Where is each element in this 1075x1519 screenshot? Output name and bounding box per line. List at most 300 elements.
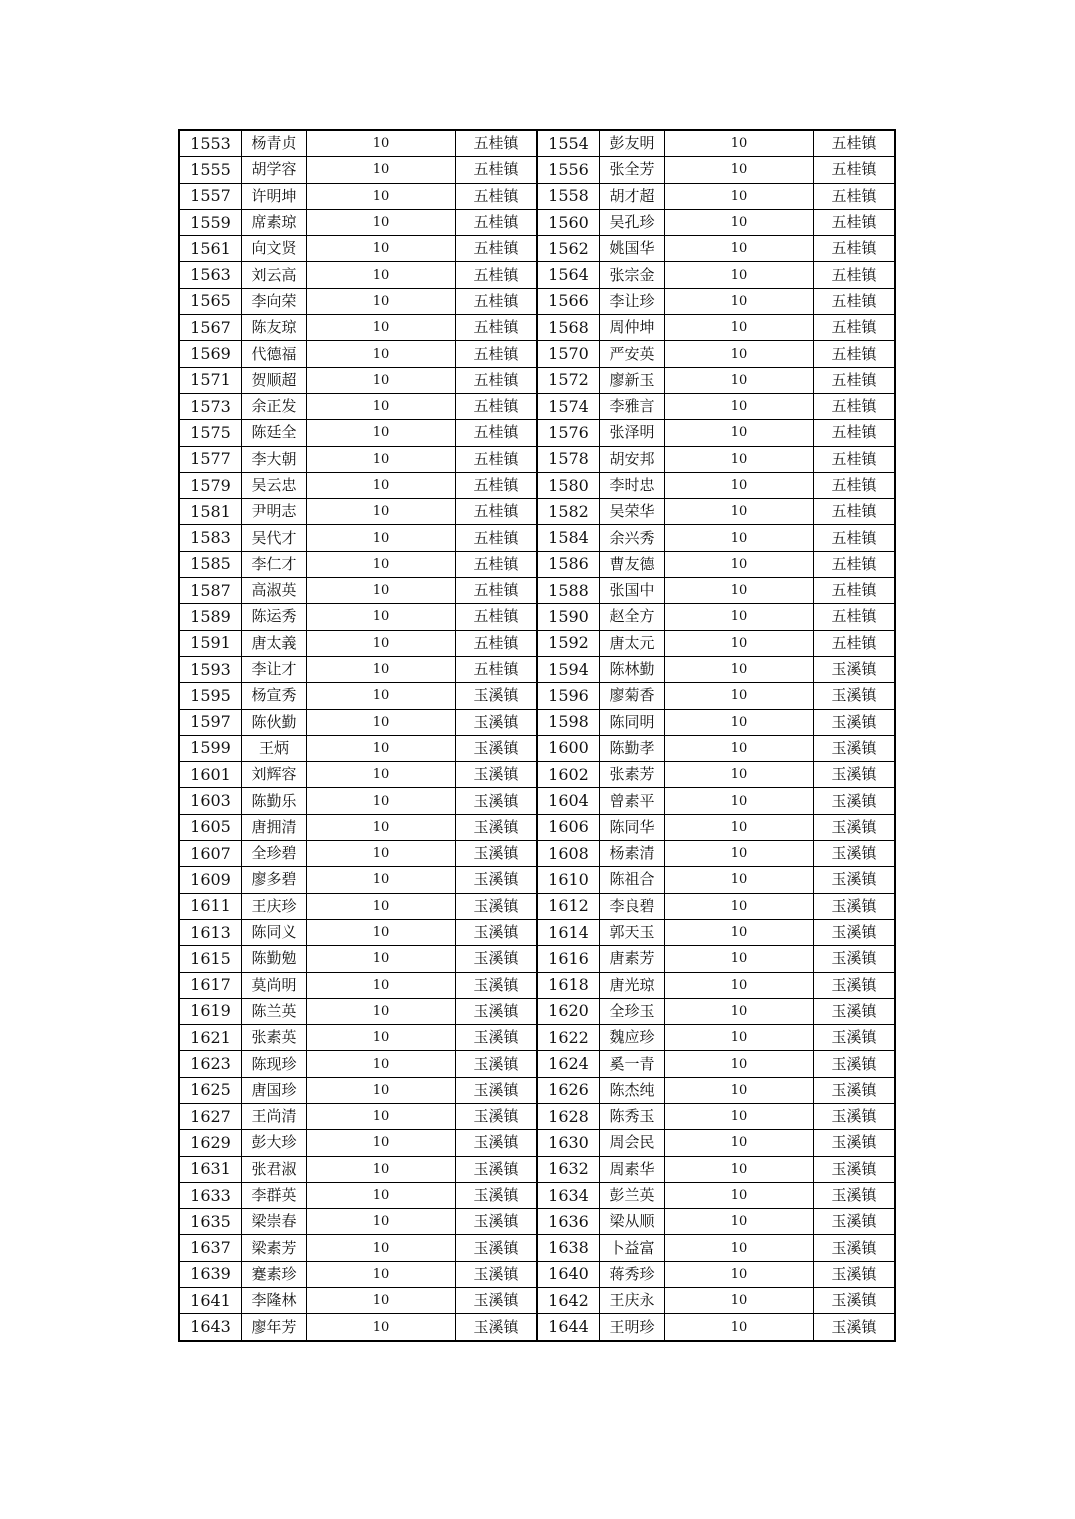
- amount-value: 10: [307, 420, 456, 446]
- person-name: 彭友明: [600, 130, 665, 157]
- amount-value: 10: [665, 1235, 814, 1261]
- entry-number: 1618: [537, 972, 600, 998]
- amount-value: 10: [307, 709, 456, 735]
- person-name: 陈同华: [600, 814, 665, 840]
- town-name: 玉溪镇: [456, 1025, 538, 1051]
- amount-value: 10: [665, 1288, 814, 1314]
- amount-value: 10: [307, 157, 456, 183]
- entry-number: 1576: [537, 420, 600, 446]
- person-name: 陈兰英: [242, 998, 307, 1024]
- town-name: 五桂镇: [456, 236, 538, 262]
- town-name: 五桂镇: [814, 341, 896, 367]
- amount-value: 10: [665, 130, 814, 157]
- town-name: 五桂镇: [814, 367, 896, 393]
- town-name: 玉溪镇: [456, 683, 538, 709]
- town-name: 五桂镇: [814, 551, 896, 577]
- table-row: [179, 315, 895, 341]
- person-name: 李雅言: [600, 393, 665, 419]
- person-name: 赵全方: [600, 604, 665, 630]
- amount-value: 10: [307, 1156, 456, 1182]
- town-name: 五桂镇: [814, 420, 896, 446]
- table-row: [179, 972, 895, 998]
- entry-number: 1591: [179, 630, 242, 656]
- amount-value: 10: [665, 157, 814, 183]
- person-name: 高淑英: [242, 578, 307, 604]
- entry-number: 1577: [179, 446, 242, 472]
- person-name: 尹明志: [242, 499, 307, 525]
- person-name: 张国中: [600, 578, 665, 604]
- entry-number: 1640: [537, 1261, 600, 1287]
- person-name: 席素琼: [242, 209, 307, 235]
- entry-number: 1587: [179, 578, 242, 604]
- amount-value: 10: [665, 1025, 814, 1051]
- amount-value: 10: [307, 472, 456, 498]
- amount-value: 10: [307, 735, 456, 761]
- amount-value: 10: [307, 446, 456, 472]
- entry-number: 1553: [179, 130, 242, 157]
- town-name: 玉溪镇: [456, 762, 538, 788]
- person-name: 陈林勤: [600, 656, 665, 682]
- amount-value: 10: [307, 762, 456, 788]
- entry-number: 1638: [537, 1235, 600, 1261]
- entry-number: 1567: [179, 315, 242, 341]
- town-name: 五桂镇: [814, 183, 896, 209]
- amount-value: 10: [665, 1051, 814, 1077]
- amount-value: 10: [665, 709, 814, 735]
- amount-value: 10: [665, 998, 814, 1024]
- person-name: 李向荣: [242, 288, 307, 314]
- amount-value: 10: [665, 1209, 814, 1235]
- entry-number: 1622: [537, 1025, 600, 1051]
- entry-number: 1605: [179, 814, 242, 840]
- amount-value: 10: [307, 367, 456, 393]
- person-name: 吴代才: [242, 525, 307, 551]
- town-name: 玉溪镇: [814, 946, 896, 972]
- table-row: [179, 604, 895, 630]
- amount-value: 10: [307, 841, 456, 867]
- person-name: 梁崇春: [242, 1209, 307, 1235]
- entry-number: 1611: [179, 893, 242, 919]
- entry-number: 1633: [179, 1182, 242, 1208]
- person-name: 曾素平: [600, 788, 665, 814]
- entry-number: 1570: [537, 341, 600, 367]
- town-name: 玉溪镇: [456, 998, 538, 1024]
- person-name: 周会民: [600, 1130, 665, 1156]
- town-name: 玉溪镇: [814, 1314, 896, 1341]
- amount-value: 10: [665, 814, 814, 840]
- person-name: 陈同义: [242, 919, 307, 945]
- table-row: [179, 1051, 895, 1077]
- entry-number: 1625: [179, 1077, 242, 1103]
- amount-value: 10: [307, 814, 456, 840]
- person-name: 王庆永: [600, 1288, 665, 1314]
- table-row: [179, 420, 895, 446]
- amount-value: 10: [665, 262, 814, 288]
- person-name: 唐拥清: [242, 814, 307, 840]
- amount-value: 10: [307, 1235, 456, 1261]
- amount-value: 10: [307, 919, 456, 945]
- table-row: [179, 341, 895, 367]
- amount-value: 10: [307, 867, 456, 893]
- person-name: 刘云高: [242, 262, 307, 288]
- person-name: 严安英: [600, 341, 665, 367]
- person-name: 唐国珍: [242, 1077, 307, 1103]
- person-name: 梁从顺: [600, 1209, 665, 1235]
- person-name: 彭兰英: [600, 1182, 665, 1208]
- person-name: 卜益富: [600, 1235, 665, 1261]
- table-row: [179, 1130, 895, 1156]
- entry-number: 1600: [537, 735, 600, 761]
- table-row: [179, 867, 895, 893]
- town-name: 五桂镇: [814, 262, 896, 288]
- amount-value: 10: [307, 630, 456, 656]
- town-name: 玉溪镇: [456, 867, 538, 893]
- town-name: 五桂镇: [814, 130, 896, 157]
- person-name: 陈杰纯: [600, 1077, 665, 1103]
- person-name: 胡学容: [242, 157, 307, 183]
- person-name: 杨宣秀: [242, 683, 307, 709]
- person-name: 全珍玉: [600, 998, 665, 1024]
- town-name: 五桂镇: [814, 315, 896, 341]
- town-name: 玉溪镇: [814, 1288, 896, 1314]
- person-name: 周素华: [600, 1156, 665, 1182]
- town-name: 五桂镇: [456, 420, 538, 446]
- person-name: 郭天玉: [600, 919, 665, 945]
- amount-value: 10: [307, 262, 456, 288]
- entry-number: 1564: [537, 262, 600, 288]
- table-row: [179, 525, 895, 551]
- entry-number: 1615: [179, 946, 242, 972]
- town-name: 玉溪镇: [814, 762, 896, 788]
- person-name: 莫尚明: [242, 972, 307, 998]
- entry-number: 1583: [179, 525, 242, 551]
- person-name: 杨素清: [600, 841, 665, 867]
- person-name: 廖菊香: [600, 683, 665, 709]
- entry-number: 1580: [537, 472, 600, 498]
- town-name: 玉溪镇: [456, 1261, 538, 1287]
- amount-value: 10: [665, 1156, 814, 1182]
- person-name: 陈现珍: [242, 1051, 307, 1077]
- amount-value: 10: [665, 919, 814, 945]
- amount-value: 10: [665, 1314, 814, 1341]
- person-name: 王明珍: [600, 1314, 665, 1341]
- table-row: [179, 1182, 895, 1208]
- table-row: [179, 1261, 895, 1287]
- entry-number: 1608: [537, 841, 600, 867]
- amount-value: 10: [665, 420, 814, 446]
- person-name: 廖新玉: [600, 367, 665, 393]
- person-name: 陈勤乐: [242, 788, 307, 814]
- person-name: 吴云忠: [242, 472, 307, 498]
- person-name: 廖多碧: [242, 867, 307, 893]
- entry-number: 1604: [537, 788, 600, 814]
- amount-value: 10: [665, 367, 814, 393]
- entry-number: 1557: [179, 183, 242, 209]
- entry-number: 1559: [179, 209, 242, 235]
- amount-value: 10: [307, 341, 456, 367]
- amount-value: 10: [307, 209, 456, 235]
- person-name: 廖年芳: [242, 1314, 307, 1341]
- amount-value: 10: [665, 472, 814, 498]
- entry-number: 1626: [537, 1077, 600, 1103]
- table-row: [179, 762, 895, 788]
- town-name: 五桂镇: [456, 499, 538, 525]
- town-name: 玉溪镇: [456, 1288, 538, 1314]
- person-name: 奚一青: [600, 1051, 665, 1077]
- table-row: [179, 367, 895, 393]
- table-row: [179, 1025, 895, 1051]
- amount-value: 10: [665, 288, 814, 314]
- entry-number: 1613: [179, 919, 242, 945]
- table-row: [179, 1156, 895, 1182]
- amount-value: 10: [307, 1130, 456, 1156]
- table-row: [179, 288, 895, 314]
- entry-number: 1621: [179, 1025, 242, 1051]
- person-name: 李群英: [242, 1182, 307, 1208]
- person-name: 陈同明: [600, 709, 665, 735]
- amount-value: 10: [665, 393, 814, 419]
- town-name: 玉溪镇: [814, 1156, 896, 1182]
- amount-value: 10: [665, 499, 814, 525]
- entry-number: 1594: [537, 656, 600, 682]
- entry-number: 1585: [179, 551, 242, 577]
- entry-number: 1588: [537, 578, 600, 604]
- town-name: 玉溪镇: [456, 1209, 538, 1235]
- person-name: 代德福: [242, 341, 307, 367]
- town-name: 玉溪镇: [456, 1051, 538, 1077]
- amount-value: 10: [307, 525, 456, 551]
- town-name: 玉溪镇: [456, 1235, 538, 1261]
- town-name: 玉溪镇: [814, 919, 896, 945]
- town-name: 五桂镇: [814, 578, 896, 604]
- amount-value: 10: [665, 788, 814, 814]
- entry-number: 1562: [537, 236, 600, 262]
- person-name: 向文贤: [242, 236, 307, 262]
- person-name: 李仁才: [242, 551, 307, 577]
- table-row: [179, 262, 895, 288]
- entry-number: 1619: [179, 998, 242, 1024]
- person-name: 杨青贞: [242, 130, 307, 157]
- town-name: 五桂镇: [456, 525, 538, 551]
- person-name: 张全芳: [600, 157, 665, 183]
- entry-number: 1573: [179, 393, 242, 419]
- entry-number: 1560: [537, 209, 600, 235]
- person-name: 陈运秀: [242, 604, 307, 630]
- entry-number: 1641: [179, 1288, 242, 1314]
- amount-value: 10: [665, 1182, 814, 1208]
- person-name: 王炳: [242, 735, 307, 761]
- town-name: 玉溪镇: [456, 946, 538, 972]
- amount-value: 10: [307, 578, 456, 604]
- entry-number: 1555: [179, 157, 242, 183]
- amount-value: 10: [307, 656, 456, 682]
- entry-number: 1606: [537, 814, 600, 840]
- person-name: 梁素芳: [242, 1235, 307, 1261]
- person-name: 刘辉容: [242, 762, 307, 788]
- town-name: 玉溪镇: [814, 1209, 896, 1235]
- entry-number: 1590: [537, 604, 600, 630]
- table-row: [179, 393, 895, 419]
- town-name: 五桂镇: [456, 130, 538, 157]
- entry-number: 1601: [179, 762, 242, 788]
- town-name: 玉溪镇: [456, 893, 538, 919]
- amount-value: 10: [665, 1103, 814, 1129]
- table-row: [179, 709, 895, 735]
- amount-value: 10: [665, 630, 814, 656]
- entry-number: 1623: [179, 1051, 242, 1077]
- amount-value: 10: [665, 341, 814, 367]
- person-name: 李时忠: [600, 472, 665, 498]
- town-name: 五桂镇: [814, 157, 896, 183]
- amount-value: 10: [665, 972, 814, 998]
- table-row: [179, 1314, 895, 1341]
- town-name: 玉溪镇: [814, 841, 896, 867]
- amount-value: 10: [665, 762, 814, 788]
- entry-number: 1586: [537, 551, 600, 577]
- table-row: [179, 788, 895, 814]
- entry-number: 1602: [537, 762, 600, 788]
- entry-number: 1597: [179, 709, 242, 735]
- person-name: 贺顺超: [242, 367, 307, 393]
- amount-value: 10: [665, 683, 814, 709]
- entry-number: 1628: [537, 1103, 600, 1129]
- person-name: 唐素芳: [600, 946, 665, 972]
- town-name: 玉溪镇: [814, 972, 896, 998]
- town-name: 五桂镇: [814, 472, 896, 498]
- town-name: 五桂镇: [456, 446, 538, 472]
- amount-value: 10: [307, 183, 456, 209]
- amount-value: 10: [665, 446, 814, 472]
- town-name: 玉溪镇: [814, 735, 896, 761]
- town-name: 玉溪镇: [814, 1103, 896, 1129]
- town-name: 玉溪镇: [814, 893, 896, 919]
- person-name: 蹇素珍: [242, 1261, 307, 1287]
- entry-number: 1572: [537, 367, 600, 393]
- town-name: 玉溪镇: [814, 656, 896, 682]
- amount-value: 10: [307, 972, 456, 998]
- amount-value: 10: [307, 1209, 456, 1235]
- table-row: [179, 683, 895, 709]
- amount-value: 10: [307, 1051, 456, 1077]
- entry-number: 1599: [179, 735, 242, 761]
- table-row: [179, 578, 895, 604]
- amount-value: 10: [307, 998, 456, 1024]
- entry-number: 1556: [537, 157, 600, 183]
- town-name: 五桂镇: [814, 236, 896, 262]
- town-name: 玉溪镇: [814, 788, 896, 814]
- amount-value: 10: [307, 946, 456, 972]
- table-row: [179, 814, 895, 840]
- amount-value: 10: [665, 315, 814, 341]
- town-name: 五桂镇: [456, 262, 538, 288]
- amount-value: 10: [307, 1077, 456, 1103]
- entry-number: 1578: [537, 446, 600, 472]
- person-name: 吴荣华: [600, 499, 665, 525]
- table-row: [179, 841, 895, 867]
- person-name: 陈伙勤: [242, 709, 307, 735]
- person-name: 全珍碧: [242, 841, 307, 867]
- person-name: 唐太元: [600, 630, 665, 656]
- entry-number: 1593: [179, 656, 242, 682]
- person-name: 张泽明: [600, 420, 665, 446]
- town-name: 五桂镇: [456, 315, 538, 341]
- amount-value: 10: [665, 525, 814, 551]
- entry-number: 1563: [179, 262, 242, 288]
- town-name: 五桂镇: [814, 209, 896, 235]
- amount-value: 10: [307, 236, 456, 262]
- amount-value: 10: [307, 1261, 456, 1287]
- town-name: 五桂镇: [456, 341, 538, 367]
- person-name: 李良碧: [600, 893, 665, 919]
- amount-value: 10: [665, 735, 814, 761]
- town-name: 玉溪镇: [814, 1261, 896, 1287]
- entry-number: 1598: [537, 709, 600, 735]
- table-row: [179, 656, 895, 682]
- town-name: 玉溪镇: [456, 1182, 538, 1208]
- amount-value: 10: [665, 656, 814, 682]
- person-name: 李大朝: [242, 446, 307, 472]
- town-name: 玉溪镇: [456, 735, 538, 761]
- entry-number: 1642: [537, 1288, 600, 1314]
- entry-number: 1554: [537, 130, 600, 157]
- town-name: 玉溪镇: [456, 1103, 538, 1129]
- entry-number: 1561: [179, 236, 242, 262]
- town-name: 玉溪镇: [456, 788, 538, 814]
- entry-number: 1568: [537, 315, 600, 341]
- town-name: 玉溪镇: [456, 814, 538, 840]
- amount-value: 10: [665, 841, 814, 867]
- entry-number: 1592: [537, 630, 600, 656]
- entry-number: 1569: [179, 341, 242, 367]
- entry-number: 1639: [179, 1261, 242, 1287]
- town-name: 五桂镇: [456, 367, 538, 393]
- table-row: [179, 157, 895, 183]
- town-name: 五桂镇: [456, 472, 538, 498]
- entry-number: 1636: [537, 1209, 600, 1235]
- town-name: 五桂镇: [814, 630, 896, 656]
- person-name: 李隆林: [242, 1288, 307, 1314]
- person-name: 王庆珍: [242, 893, 307, 919]
- person-name: 陈秀玉: [600, 1103, 665, 1129]
- town-name: 玉溪镇: [814, 1235, 896, 1261]
- entry-number: 1610: [537, 867, 600, 893]
- person-name: 王尚清: [242, 1103, 307, 1129]
- amount-value: 10: [665, 236, 814, 262]
- amount-value: 10: [307, 1103, 456, 1129]
- person-name: 余正发: [242, 393, 307, 419]
- entry-number: 1644: [537, 1314, 600, 1341]
- amount-value: 10: [665, 183, 814, 209]
- amount-value: 10: [307, 1025, 456, 1051]
- entry-number: 1566: [537, 288, 600, 314]
- roster-table-body: [179, 130, 895, 1341]
- town-name: 五桂镇: [814, 499, 896, 525]
- town-name: 五桂镇: [456, 551, 538, 577]
- town-name: 玉溪镇: [456, 919, 538, 945]
- entry-number: 1589: [179, 604, 242, 630]
- town-name: 玉溪镇: [814, 709, 896, 735]
- entry-number: 1596: [537, 683, 600, 709]
- person-name: 姚国华: [600, 236, 665, 262]
- amount-value: 10: [665, 1077, 814, 1103]
- entry-number: 1630: [537, 1130, 600, 1156]
- town-name: 五桂镇: [456, 157, 538, 183]
- amount-value: 10: [665, 604, 814, 630]
- person-name: 陈友琼: [242, 315, 307, 341]
- table-row: [179, 499, 895, 525]
- person-name: 胡才超: [600, 183, 665, 209]
- entry-number: 1582: [537, 499, 600, 525]
